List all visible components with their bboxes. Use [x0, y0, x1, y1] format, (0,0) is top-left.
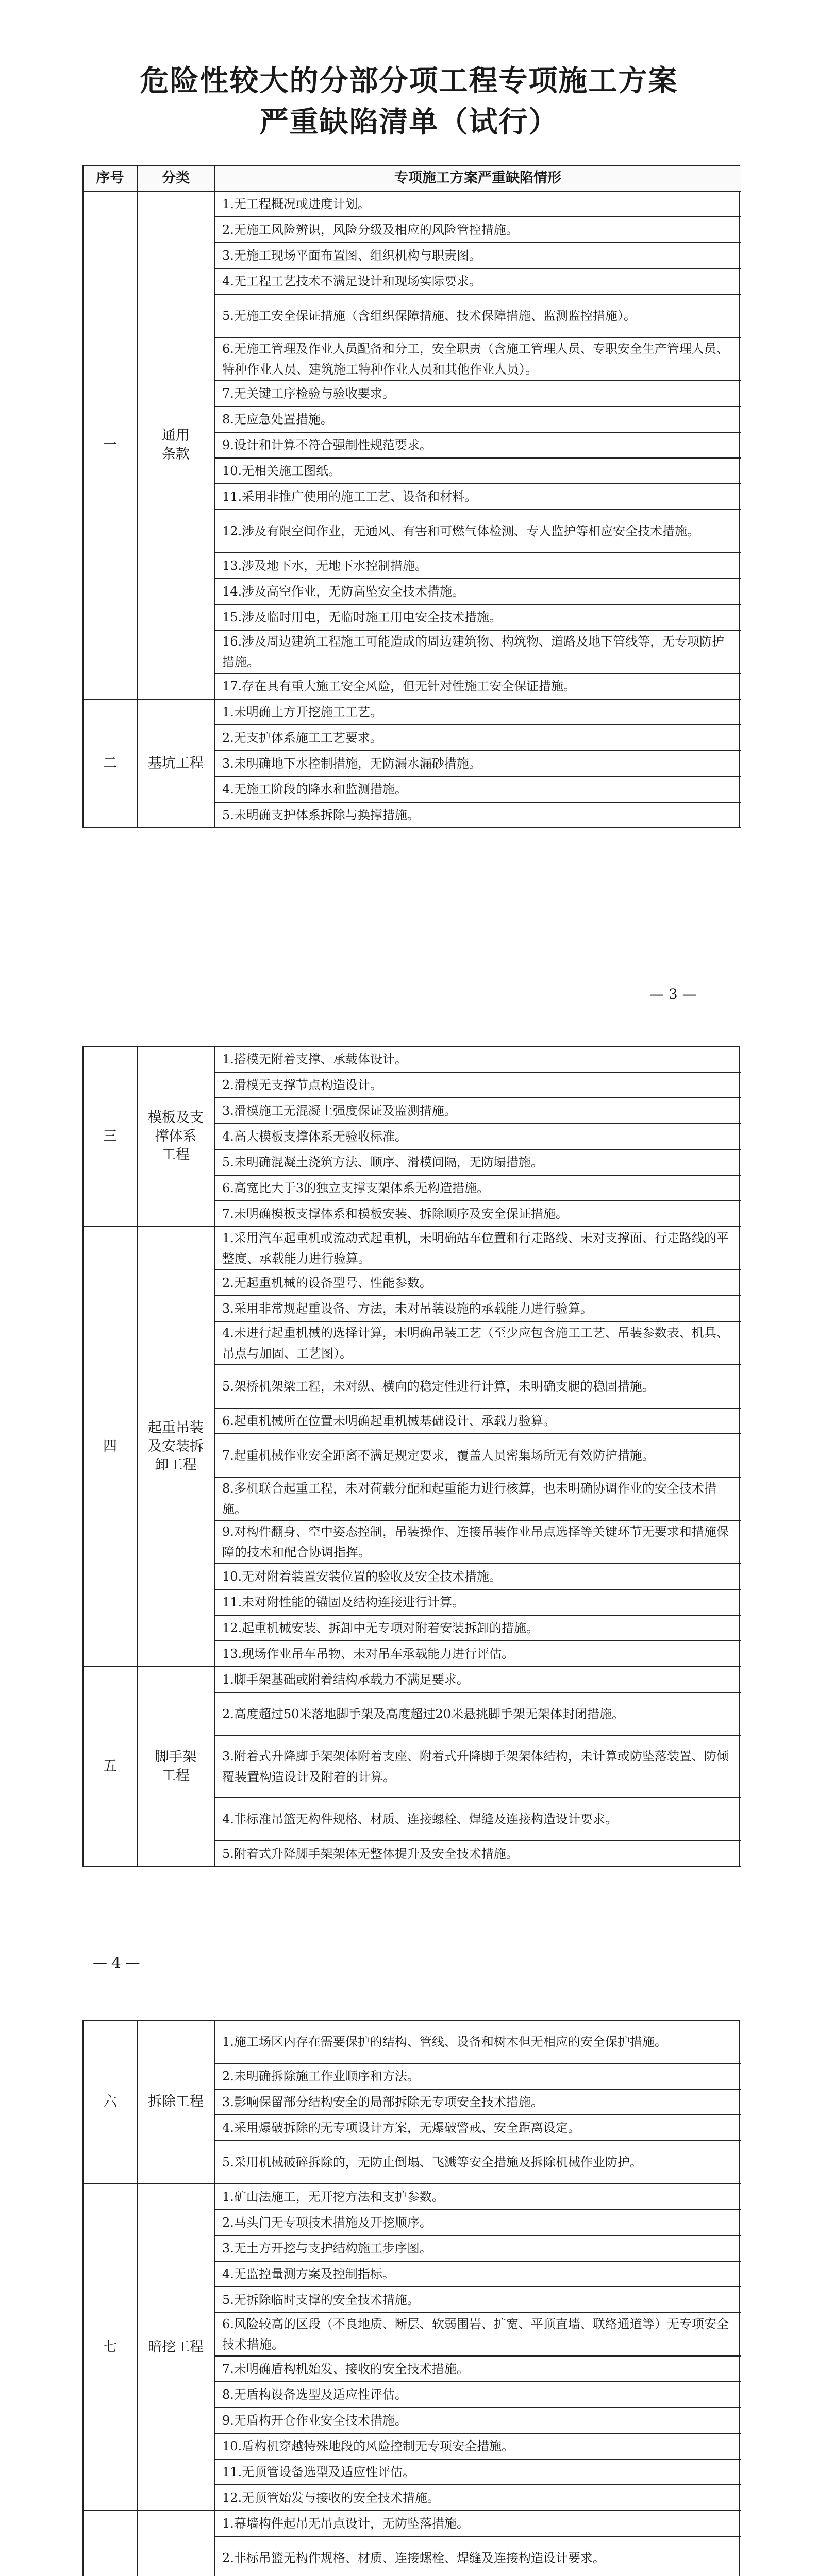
defect-item: 3.采用非常规起重设备、方法，未对吊装设施的承载能力进行验算。 [215, 1296, 741, 1322]
defect-item: 2.无施工风险辨识，风险分级及相应的风险管控措施。 [215, 217, 741, 243]
section-category [138, 2511, 215, 2576]
defect-item: 1.施工场区内存在需要保护的结构、管线、设备和树木但无相应的安全保护措施。 [215, 2021, 741, 2064]
defect-item: 11.未对附性能的锚固及结构连接进行计算。 [215, 1590, 741, 1616]
defect-item: 5.未明确混凝土浇筑方法、顺序、滑模间隔，无防塌措施。 [215, 1150, 741, 1176]
defect-item: 1.无工程概况或进度计划。 [215, 192, 741, 217]
defect-item: 1.采用汽车起重机或流动式起重机，未明确站车位置和行走路线、未对支撑面、行走路线的平整度、承载能力进行验算。 [215, 1227, 741, 1270]
defect-table [82, 1046, 740, 1867]
section-seq: 五 [84, 1667, 138, 1867]
defect-item: 1.矿山法施工，无开挖方法和支护参数。 [215, 2184, 741, 2210]
defect-item: 5.采用机械破碎拆除的，无防止倒塌、飞溅等安全措施及拆除机械作业防护。 [215, 2141, 741, 2184]
header-defects: 专项施工方案严重缺陷情形 [215, 166, 741, 192]
defect-item: 11.无顶管设备选型及适应性评估。 [215, 2460, 741, 2485]
section-seq: 六 [84, 2021, 138, 2184]
page-number: — 3 — [649, 986, 697, 1003]
document-title-line1: 危险性较大的分部分项工程专项施工方案 [140, 64, 678, 98]
defect-item: 8.无盾构设备选型及适应性评估。 [215, 2382, 741, 2408]
defect-item: 3.附着式升降脚手架架体附着支座、附着式升降脚手架架体结构，未计算或防坠落装置、防倾覆装置构造设计及附着的计算。 [215, 1736, 741, 1798]
defect-item: 7.未明确盾构机始发、接收的安全技术措施。 [215, 2357, 741, 2382]
defect-table [82, 2020, 740, 2576]
defect-item: 2.无支护体系施工工艺要求。 [215, 725, 741, 751]
section-seq: 一 [84, 192, 138, 700]
section-category: 脚手架 工程 [138, 1667, 215, 1867]
defect-item: 5.未明确支护体系拆除与换撑措施。 [215, 803, 741, 828]
defect-item: 6.起重机械所在位置未明确起重机械基础设计、承载力验算。 [215, 1409, 741, 1434]
defect-item: 9.无盾构开仓作业安全技术措施。 [215, 2408, 741, 2434]
defect-item: 6.无施工管理及作业人员配备和分工，安全职责（含施工管理人员、专职安全生产管理人员、特种作业人员、建筑施工特种作业人员和其他作业人员）。 [215, 338, 741, 381]
section-category: 模板及支 撑体系 工程 [138, 1047, 215, 1227]
defect-item: 4.采用爆破拆除的无专项设计方案，无爆破警戒、安全距离设定。 [215, 2115, 741, 2141]
header-seq: 序号 [84, 166, 138, 192]
defect-item: 2.滑模无支撑节点构造设计。 [215, 1073, 741, 1098]
defect-item: 15.涉及临时用电，无临时施工用电安全技术措施。 [215, 605, 741, 631]
defect-item: 12.无顶管始发与接收的安全技术措施。 [215, 2485, 741, 2511]
defect-item: 2.无起重机械的设备型号、性能参数。 [215, 1270, 741, 1296]
defect-item: 3.滑模施工无混凝土强度保证及监测措施。 [215, 1098, 741, 1124]
defect-item: 11.采用非推广使用的施工工艺、设备和材料。 [215, 484, 741, 510]
defect-item: 4.高大模板支撑体系无验收标准。 [215, 1124, 741, 1150]
section-category: 暗挖工程 [138, 2184, 215, 2511]
defect-item: 12.起重机械安装、拆卸中无专项对附着安装拆卸的措施。 [215, 1616, 741, 1641]
defect-item: 2.未明确拆除施工作业顺序和方法。 [215, 2064, 741, 2090]
defect-item: 13.现场作业吊车吊物、未对吊车承载能力进行评估。 [215, 1641, 741, 1667]
section-category: 基坑工程 [138, 700, 215, 828]
defect-item: 10.无对附着装置安装位置的验收及安全技术措施。 [215, 1564, 741, 1590]
defect-item: 3.影响保留部分结构安全的局部拆除无专项安全技术措施。 [215, 2090, 741, 2115]
defect-table [82, 165, 740, 828]
defect-item: 8.多机联合起重工程，未对荷载分配和起重能力进行核算，也未明确协调作业的安全技术措施。 [215, 1478, 741, 1521]
defect-item: 3.未明确地下水控制措施，无防漏水漏砂措施。 [215, 751, 741, 777]
defect-item: 4.无施工阶段的降水和监测措施。 [215, 777, 741, 803]
defect-item: 3.无土方开挖与支护结构施工步序图。 [215, 2236, 741, 2262]
defect-item: 4.非标准吊篮无构件规格、材质、连接螺栓、焊缝及连接构造设计要求。 [215, 1798, 741, 1841]
section-seq: 三 [84, 1047, 138, 1227]
defect-item: 8.无应急处置措施。 [215, 407, 741, 433]
defect-item: 5.附着式升降脚手架架体无整体提升及安全技术措施。 [215, 1841, 741, 1867]
section-seq: 七 [84, 2184, 138, 2511]
defect-item: 2.马头门无专项技术措施及开挖顺序。 [215, 2210, 741, 2236]
defect-item: 4.未进行起重机械的选择计算，未明确吊装工艺（至少应包含施工工艺、吊装参数表、机具、吊点与加固、工艺图）。 [215, 1322, 741, 1365]
section-category: 拆除工程 [138, 2021, 215, 2184]
defect-item: 9.对构件翻身、空中姿态控制，吊装操作、连接吊装作业吊点选择等关键环节无要求和措施保障的技术和配合协调指挥。 [215, 1521, 741, 1564]
defect-item: 1.搭模无附着支撑、承载体设计。 [215, 1047, 741, 1073]
defect-item: 7.起重机械作业安全距离不满足规定要求，覆盖人员密集场所无有效防护措施。 [215, 1434, 741, 1478]
defect-item: 4.无监控量测方案及控制指标。 [215, 2262, 741, 2287]
defect-item: 6.风险较高的区段（不良地质、断层、软弱围岩、扩宽、平顶直墙、联络通道等）无专项安全技术措施。 [215, 2313, 741, 2357]
defect-item: 14.涉及高空作业，无防高坠安全技术措施。 [215, 579, 741, 605]
defect-item: 3.无施工现场平面布置图、组织机构与职责图。 [215, 243, 741, 269]
defect-item: 5.架桥机架梁工程，未对纵、横向的稳定性进行计算，未明确支腿的稳固措施。 [215, 1365, 741, 1409]
page-number: — 4 — [93, 1954, 140, 1971]
defect-item: 1.未明确土方开挖施工工艺。 [215, 700, 741, 725]
defect-item: 2.非标吊篮无构件规格、材质、连接螺栓、焊缝及连接构造设计要求。 [215, 2537, 741, 2576]
section-seq: 二 [84, 700, 138, 828]
document-title-line2: 严重缺陷清单（试行） [259, 106, 559, 139]
defect-item: 10.无相关施工图纸。 [215, 459, 741, 484]
defect-item: 5.无施工安全保证措施（含组织保障措施、技术保障措施、监测监控措施）。 [215, 295, 741, 338]
section-category: 通用 条款 [138, 192, 215, 700]
defect-item: 16.涉及周边建筑工程施工可能造成的周边建筑物、构筑物、道路及地下管线等，无专项防护措施。 [215, 631, 741, 674]
defect-item: 6.高宽比大于3的独立支撑支架体系无构造措施。 [215, 1176, 741, 1201]
defect-item: 2.高度超过50米落地脚手架及高度超过20米悬挑脚手架无架体封闭措施。 [215, 1693, 741, 1736]
section-seq: 四 [84, 1227, 138, 1667]
defect-item: 17.存在具有重大施工安全风险，但无针对性施工安全保证措施。 [215, 674, 741, 700]
defect-item: 1.脚手架基础或附着结构承载力不满足要求。 [215, 1667, 741, 1693]
defect-item: 4.无工程工艺技术不满足设计和现场实际要求。 [215, 269, 741, 295]
defect-item: 5.无拆除临时支撑的安全技术措施。 [215, 2287, 741, 2313]
defect-item: 7.无关键工序检验与验收要求。 [215, 381, 741, 407]
defect-item: 10.盾构机穿越特殊地段的风险控制无专项安全措施。 [215, 2434, 741, 2460]
section-seq [84, 2511, 138, 2576]
defect-item: 12.涉及有限空间作业，无通风、有害和可燃气体检测、专人监护等相应安全技术措施。 [215, 510, 741, 553]
section-category: 起重吊装 及安装拆 卸工程 [138, 1227, 215, 1667]
defect-item: 9.设计和计算不符合强制性规范要求。 [215, 433, 741, 459]
defect-item: 1.幕墙构件起吊无吊点设计，无防坠落措施。 [215, 2511, 741, 2537]
defect-item: 7.未明确模板支撑体系和模板安装、拆除顺序及安全保证措施。 [215, 1201, 741, 1227]
header-category: 分类 [138, 166, 215, 192]
defect-item: 13.涉及地下水，无地下水控制措施。 [215, 553, 741, 579]
